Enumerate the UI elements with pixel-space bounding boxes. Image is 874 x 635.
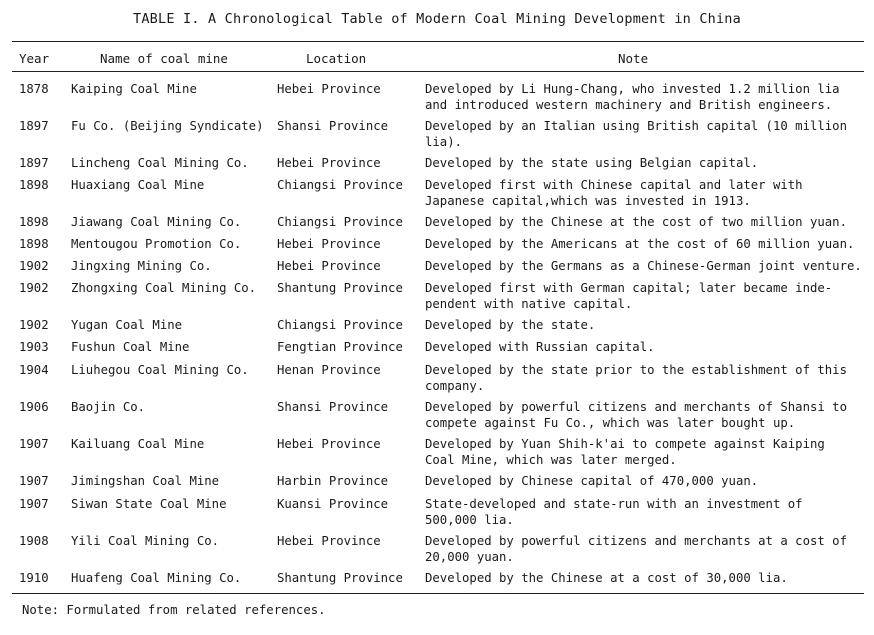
row-mine-name: Huaxiang Coal Mine bbox=[71, 178, 205, 192]
row-mine-name: Yili Coal Mining Co. bbox=[71, 534, 220, 548]
row-location: Henan Province bbox=[277, 363, 381, 377]
header-note: Note bbox=[618, 51, 649, 66]
row-location: Fengtian Province bbox=[277, 340, 403, 354]
row-note-line: Coal Mine, which was later merged. bbox=[425, 453, 677, 467]
row-year: 1902 bbox=[19, 259, 49, 273]
row-mine-name: Baojin Co. bbox=[71, 400, 146, 414]
row-mine-name: Kailuang Coal Mine bbox=[71, 437, 205, 451]
row-note-line: Developed by the state prior to the establishment of this bbox=[425, 363, 847, 377]
header-year: Year bbox=[19, 51, 50, 66]
row-location: Hebei Province bbox=[277, 82, 381, 96]
row-mine-name: Jiawang Coal Mining Co. bbox=[71, 215, 242, 229]
row-mine-name: Fushun Coal Mine bbox=[71, 340, 190, 354]
row-mine-name: Jingxing Mining Co. bbox=[71, 259, 212, 273]
row-year: 1902 bbox=[19, 281, 49, 295]
row-note-line: lia). bbox=[425, 135, 463, 149]
row-note-line: Developed with Russian capital. bbox=[425, 340, 655, 354]
header-location: Location bbox=[306, 51, 367, 66]
row-note-line: Developed by Chinese capital of 470,000 yuan. bbox=[425, 474, 759, 488]
row-note-line: Developed by powerful citizens and merchants of Shansi to bbox=[425, 400, 847, 414]
row-mine-name: Jimingshan Coal Mine bbox=[71, 474, 220, 488]
row-year: 1898 bbox=[19, 237, 49, 251]
row-note-line: 20,000 yuan. bbox=[425, 550, 514, 564]
row-year: 1897 bbox=[19, 156, 49, 170]
row-note-line: 500,000 lia. bbox=[425, 513, 514, 527]
row-location: Chiangsi Province bbox=[277, 178, 403, 192]
row-location: Hebei Province bbox=[277, 259, 381, 273]
row-mine-name: Yugan Coal Mine bbox=[71, 318, 183, 332]
bottom-rule bbox=[12, 593, 864, 594]
row-note-line: Developed first with Chinese capital and later with bbox=[425, 178, 803, 192]
row-location: Shantung Province bbox=[277, 281, 403, 295]
row-location: Hebei Province bbox=[277, 534, 381, 548]
row-note-line: Developed by the state. bbox=[425, 318, 596, 332]
row-note-line: Developed by the Chinese at the cost of two million yuan. bbox=[425, 215, 847, 229]
row-note-line: Developed by Li Hung-Chang, who invested 1.2 million lia bbox=[425, 82, 840, 96]
row-note-line: Developed first with German capital; later became inde- bbox=[425, 281, 833, 295]
row-mine-name: Liuhegou Coal Mining Co. bbox=[71, 363, 249, 377]
row-year: 1906 bbox=[19, 400, 49, 414]
row-year: 1878 bbox=[19, 82, 49, 96]
header-rule bbox=[12, 71, 864, 72]
row-year: 1907 bbox=[19, 474, 49, 488]
row-mine-name: Kaiping Coal Mine bbox=[71, 82, 197, 96]
row-location: Hebei Province bbox=[277, 237, 381, 251]
row-year: 1904 bbox=[19, 363, 49, 377]
row-note-line: Developed by the Americans at the cost of 60 million yuan. bbox=[425, 237, 855, 251]
header-name: Name of coal mine bbox=[100, 51, 228, 66]
footnote: Note: Formulated from related references. bbox=[22, 603, 326, 617]
row-mine-name: Huafeng Coal Mining Co. bbox=[71, 571, 242, 585]
row-note-line: and introduced western machinery and British engineers. bbox=[425, 98, 833, 112]
row-mine-name: Mentougou Promotion Co. bbox=[71, 237, 242, 251]
row-note-line: Developed by Yuan Shih-k'ai to compete against Kaiping bbox=[425, 437, 825, 451]
row-mine-name: Fu Co. (Beijing Syndicate) bbox=[71, 119, 264, 133]
row-year: 1898 bbox=[19, 215, 49, 229]
row-year: 1897 bbox=[19, 119, 49, 133]
row-location: Shantung Province bbox=[277, 571, 403, 585]
row-note-line: pendent with native capital. bbox=[425, 297, 633, 311]
row-year: 1902 bbox=[19, 318, 49, 332]
row-note-line: compete against Fu Co., which was later bought up. bbox=[425, 416, 796, 430]
row-note-line: Developed by the Chinese at a cost of 30,000 lia. bbox=[425, 571, 788, 585]
row-location: Shansi Province bbox=[277, 400, 389, 414]
row-mine-name: Siwan State Coal Mine bbox=[71, 497, 227, 511]
row-year: 1908 bbox=[19, 534, 49, 548]
row-note-line: Developed by powerful citizens and merchants at a cost of bbox=[425, 534, 847, 548]
row-note-line: State-developed and state-run with an investment of bbox=[425, 497, 803, 511]
row-location: Shansi Province bbox=[277, 119, 389, 133]
row-mine-name: Lincheng Coal Mining Co. bbox=[71, 156, 249, 170]
row-year: 1907 bbox=[19, 497, 49, 511]
row-location: Chiangsi Province bbox=[277, 215, 403, 229]
row-year: 1907 bbox=[19, 437, 49, 451]
row-year: 1910 bbox=[19, 571, 49, 585]
row-year: 1903 bbox=[19, 340, 49, 354]
row-note-line: Developed by the state using Belgian capital. bbox=[425, 156, 759, 170]
row-note-line: company. bbox=[425, 379, 485, 393]
row-note-line: Developed by the Germans as a Chinese-German joint venture. bbox=[425, 259, 862, 273]
row-location: Harbin Province bbox=[277, 474, 389, 488]
top-rule bbox=[12, 41, 864, 42]
row-note-line: Developed by an Italian using British capital (10 million bbox=[425, 119, 847, 133]
row-location: Hebei Province bbox=[277, 437, 381, 451]
row-location: Hebei Province bbox=[277, 156, 381, 170]
row-year: 1898 bbox=[19, 178, 49, 192]
row-location: Kuansi Province bbox=[277, 497, 389, 511]
row-mine-name: Zhongxing Coal Mining Co. bbox=[71, 281, 257, 295]
row-location: Chiangsi Province bbox=[277, 318, 403, 332]
row-note-line: Japanese capital,which was invested in 1913. bbox=[425, 194, 751, 208]
table-title: TABLE I. A Chronological Table of Modern Coal Mining Development in China bbox=[133, 11, 741, 27]
